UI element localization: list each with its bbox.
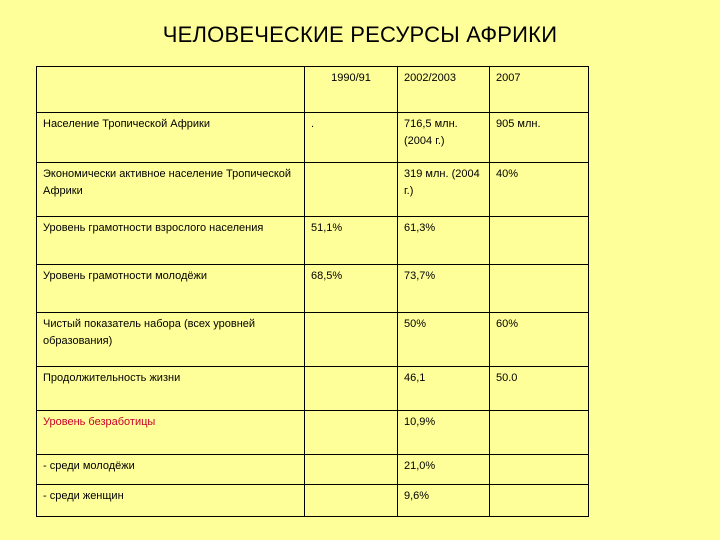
header-cell-1990-91: 1990/91 bbox=[305, 67, 398, 113]
row-value-2002-2003: 21,0% bbox=[398, 455, 490, 485]
row-label: Уровень безработицы bbox=[37, 411, 305, 455]
row-value-2002-2003: 10,9% bbox=[398, 411, 490, 455]
table-row bbox=[37, 113, 589, 163]
header-cell-empty bbox=[37, 67, 305, 113]
row-value-1990-91: 51,1% bbox=[305, 217, 398, 265]
row-value-2007: 905 млн. bbox=[490, 113, 589, 163]
row-value-2002-2003: 50% bbox=[398, 313, 490, 367]
table-row bbox=[37, 217, 589, 265]
row-value-2007: 40% bbox=[490, 163, 589, 217]
row-label: Экономически активное население Тропической Африки bbox=[37, 163, 305, 217]
row-label: Чистый показатель набора (всех уровней образования) bbox=[37, 313, 305, 367]
table-row bbox=[37, 313, 589, 367]
row-value-2007 bbox=[490, 411, 589, 455]
row-value-1990-91 bbox=[305, 313, 398, 367]
table-row bbox=[37, 367, 589, 411]
row-value-1990-91 bbox=[305, 411, 398, 455]
row-value-1990-91 bbox=[305, 455, 398, 485]
row-value-1990-91 bbox=[305, 367, 398, 411]
table-row bbox=[37, 485, 589, 517]
row-label: Продолжительность жизни bbox=[37, 367, 305, 411]
row-value-2002-2003: 9,6% bbox=[398, 485, 490, 517]
row-value-2002-2003: 46,1 bbox=[398, 367, 490, 411]
table-header-row bbox=[37, 67, 589, 113]
row-value-2002-2003: 61,3% bbox=[398, 217, 490, 265]
row-value-2007 bbox=[490, 455, 589, 485]
header-cell-2007: 2007 bbox=[490, 67, 589, 113]
page-title: ЧЕЛОВЕЧЕСКИЕ РЕСУРСЫ АФРИКИ bbox=[162, 22, 558, 47]
table-row bbox=[37, 163, 589, 217]
row-label: Население Тропической Африки bbox=[37, 113, 305, 163]
row-label: Уровень грамотности молодёжи bbox=[37, 265, 305, 313]
row-value-2007 bbox=[490, 265, 589, 313]
row-value-2002-2003: 73,7% bbox=[398, 265, 490, 313]
row-value-2007: 50.0 bbox=[490, 367, 589, 411]
human-resources-table bbox=[36, 66, 589, 517]
row-value-1990-91 bbox=[305, 163, 398, 217]
row-label: - среди молодёжи bbox=[37, 455, 305, 485]
row-value-2007: 60% bbox=[490, 313, 589, 367]
table-row bbox=[37, 411, 589, 455]
row-value-2002-2003: 319 млн. (2004 г.) bbox=[398, 163, 490, 217]
table-row bbox=[37, 455, 589, 485]
row-value-2002-2003: 716,5 млн. (2004 г.) bbox=[398, 113, 490, 163]
row-label: Уровень грамотности взрослого населения bbox=[37, 217, 305, 265]
row-value-1990-91 bbox=[305, 485, 398, 517]
row-value-1990-91: . bbox=[305, 113, 398, 163]
header-cell-2002-2003: 2002/2003 bbox=[398, 67, 490, 113]
row-value-1990-91: 68,5% bbox=[305, 265, 398, 313]
table-row bbox=[37, 265, 589, 313]
row-value-2007 bbox=[490, 485, 589, 517]
row-label: - среди женщин bbox=[37, 485, 305, 517]
row-value-2007 bbox=[490, 217, 589, 265]
